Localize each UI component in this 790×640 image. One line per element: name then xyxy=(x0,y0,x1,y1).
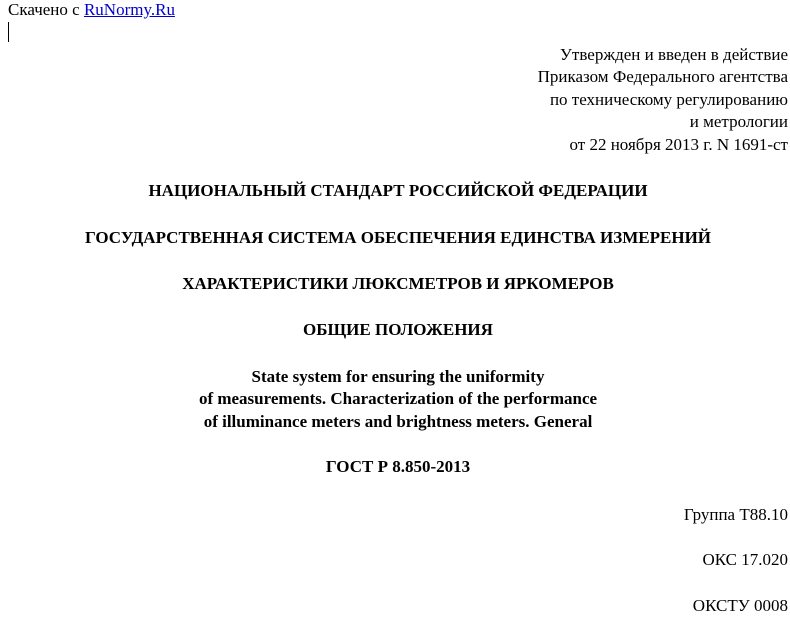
english-title xyxy=(0,366,790,433)
approval-line: от 22 ноября 2013 г. N 1691-ст xyxy=(569,134,788,154)
approval-line: и метрологии xyxy=(689,112,788,132)
approval-line: Приказом Федерального агентства xyxy=(537,67,788,87)
general-title: ОБЩИЕ ПОЛОЖЕНИЯ xyxy=(303,320,493,339)
source-line xyxy=(8,0,175,20)
runormy-link[interactable]: RuNormy.Ru xyxy=(83,0,175,19)
classification-okstu: ОКСТУ 0008 xyxy=(692,596,788,615)
approval-line: Утвержден и введен в действие xyxy=(559,45,788,64)
state-system-title: ГОСУДАРСТВЕННАЯ СИСТЕМА ОБЕСПЕЧЕНИЯ ЕДИНСТВА ИЗМЕРЕНИЙ xyxy=(84,228,712,247)
source-prefix: Скачено с xyxy=(8,0,84,19)
english-title-line: State system for ensuring the uniformity xyxy=(251,367,545,386)
english-title-line: of measurements. Characterization of the performance xyxy=(198,389,598,409)
english-title-line: of illuminance meters and brightness meters. General xyxy=(203,411,593,431)
text-cursor xyxy=(8,22,9,42)
approval-line: по техническому регулированию xyxy=(549,89,788,109)
classification-oks: ОКС 17.020 xyxy=(702,550,788,569)
classification-group: Группа Т88.10 xyxy=(683,505,788,524)
characteristics-title: ХАРАКТЕРИСТИКИ ЛЮКСМЕТРОВ И ЯРКОМЕРОВ xyxy=(182,274,614,293)
approval-block xyxy=(538,44,788,156)
national-standard-title: НАЦИОНАЛЬНЫЙ СТАНДАРТ РОССИЙСКОЙ ФЕДЕРАЦИИ xyxy=(148,181,648,200)
standard-number: ГОСТ Р 8.850-2013 xyxy=(325,457,471,476)
